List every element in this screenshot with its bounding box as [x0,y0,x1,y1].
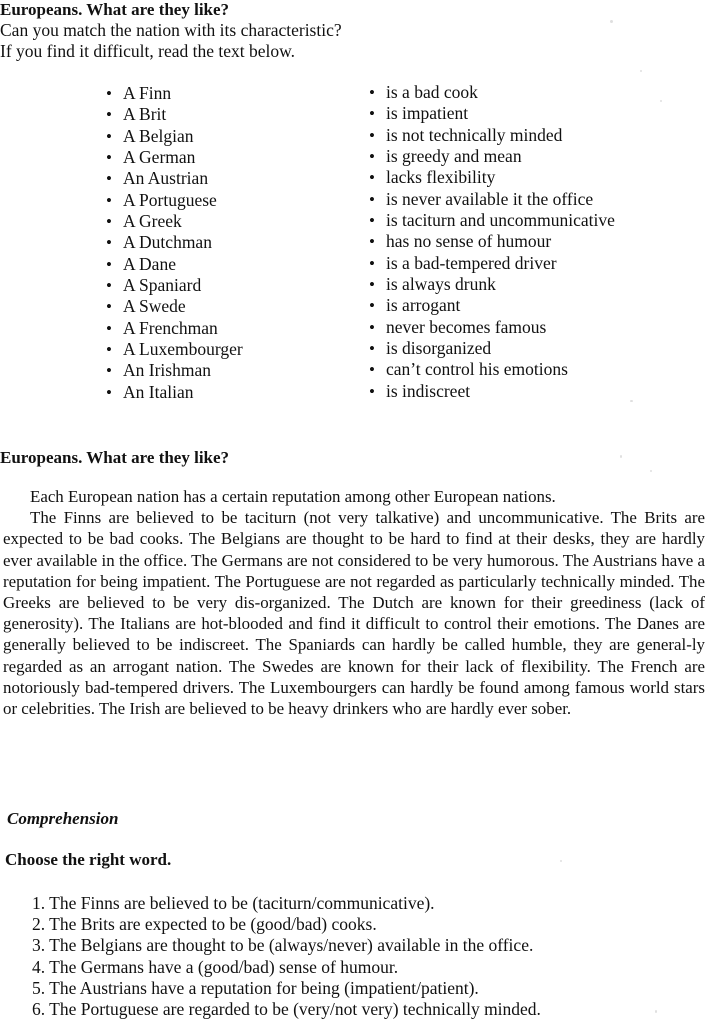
nation-item: • A Brit [106,104,243,125]
traits-list [369,82,615,402]
nation-item: • A Swede [106,296,243,317]
trait-item: • is not technically minded [369,125,615,146]
nation-item: • A Spaniard [106,275,243,296]
intro-line-1: Can you match the nation with its characteristic? [0,20,342,40]
scan-speck [640,70,642,72]
reading-passage [3,486,705,719]
nation-item: • A Luxembourger [106,339,243,360]
trait-item: • is a bad cook [369,82,615,103]
scan-speck [650,470,652,472]
scan-speck [610,20,613,23]
nation-item: • A Portuguese [106,190,243,211]
nation-item: • A Dane [106,254,243,275]
scan-speck [620,455,622,458]
exercise-list [32,893,541,1020]
trait-item: • is arrogant [369,295,615,316]
text-title: Europeans. What are they like? [0,448,230,467]
nation-item: • An Italian [106,382,243,403]
exercise-item: 5. The Austrians have a reputation for being (impatient/patient). [32,977,479,998]
passage-paragraph-1: Each European nation has a certain reputation among other European nations. [30,487,556,506]
trait-item: • never becomes famous [369,317,615,338]
task-instruction: Choose the right word. [5,850,172,869]
trait-item: • is impatient [369,103,615,124]
trait-item: • is indiscreet [369,381,615,402]
exercise-item: 2. The Brits are expected to be (good/bad) cooks. [32,914,377,935]
scan-speck [630,400,633,402]
trait-item: • is always drunk [369,274,615,295]
exercise-item: 1. The Finns are believed to be (taciturn/communicative). [32,893,435,913]
nation-item: • A Finn [106,83,243,104]
trait-item: • is disorganized [369,338,615,359]
page-title: Europeans. What are they like? [0,0,230,19]
trait-item: • is never available it the office [369,189,615,210]
exercise-item: 4. The Germans have a (good/bad) sense of humour. [32,956,399,977]
nations-list [106,83,243,403]
intro-line-2: If you find it difficult, read the text below. [0,41,295,61]
trait-item: • is taciturn and uncommunicative [369,210,615,231]
scan-speck [660,100,662,102]
trait-item: • lacks flexibility [369,167,615,188]
nation-item: • A Greek [106,211,243,232]
nation-item: • An Irishman [106,360,243,381]
nation-item: • A Dutchman [106,232,243,253]
passage-paragraph-2: The Finns are believed to be taciturn (not very talkative) and uncommunicative. The Brits are expected to be bad cooks. The Belgians are thought to be hard to find at their desks, they are hardly ever available in the office. The Germans are not considered to be very humorous. The Austrians have a reputation for being impatient. The Portuguese are not regarded as particularly technically minded. The Greeks are believed to be very dis-organized. The Dutch are known for their greediness (lack of generosity). The Italians are hot-blooded and find it difficult to control their emotions. The Danes are generally believed to be indiscreet. The Spaniards can hardly be called humble, they are general-ly regarded as an arrogant nation. The Swedes are known for their lack of flexibility. The French are notoriously bad-tempered drivers. The Luxembourgers can hardly be found among famous world stars or celebrities. The Irish are believed to be heavy drinkers who are hardly ever sober. [3,508,705,719]
trait-item: • can’t control his emotions [369,359,615,380]
trait-item: • has no sense of humour [369,231,615,252]
scan-speck [655,1010,657,1013]
scan-speck [560,860,562,862]
trait-item: • is greedy and mean [369,146,615,167]
comprehension-heading: Comprehension [7,809,119,828]
nation-item: • A Frenchman [106,318,243,339]
nation-item: • A Belgian [106,126,243,147]
nation-item: • An Austrian [106,168,243,189]
trait-item: • is a bad-tempered driver [369,253,615,274]
nation-item: • A German [106,147,243,168]
exercise-item: 3. The Belgians are thought to be (always/never) available in the office. [32,935,534,956]
exercise-item: 6. The Portuguese are regarded to be (very/not very) technically minded. [32,998,541,1019]
